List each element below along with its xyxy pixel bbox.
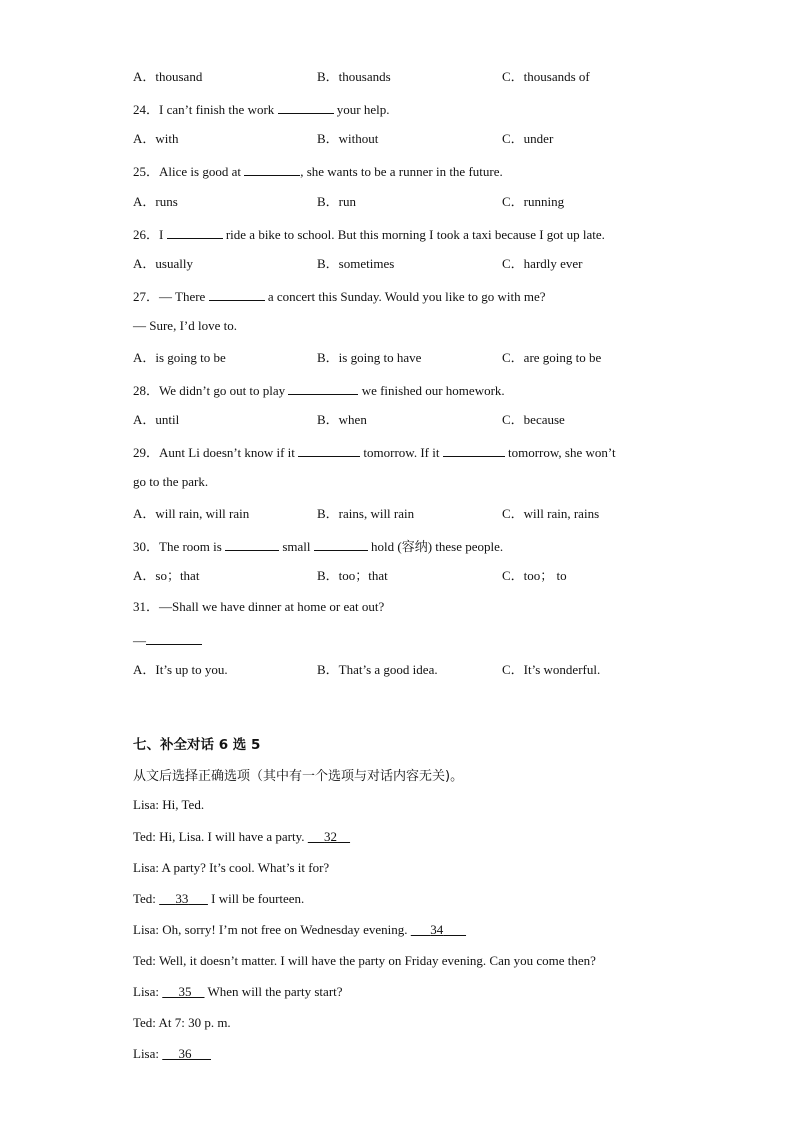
q31-option-b: B．That’s a good idea.	[317, 662, 438, 677]
dialogue-line: Lisa: Oh, sorry! I’m not free on Wednesday evening. 34	[133, 922, 466, 938]
question-29-continued: go to the park.	[133, 474, 209, 489]
answer-blank	[288, 381, 358, 395]
dialogue-line: Ted: At 7: 30 p. m.	[133, 1015, 231, 1030]
question-25: 25．Alice is good at , she wants to be a runner in the future.	[133, 164, 503, 179]
answer-blank	[443, 443, 505, 457]
question-27-reply: — Sure, I’d love to.	[133, 318, 237, 333]
q24-option-c: C．under	[502, 131, 554, 146]
dialogue-line: Lisa: 35 When will the party start?	[133, 984, 343, 999]
q30-option-a: A．so；that	[133, 568, 200, 583]
q24-option-b: B．without	[317, 131, 379, 146]
q26-option-a: A．usually	[133, 256, 193, 271]
q27-option-b: B．is going to have	[317, 350, 422, 365]
q29-option-c: C．will rain, rains	[502, 506, 600, 521]
question-31: 31．—Shall we have dinner at home or eat out?	[133, 599, 385, 614]
q25-option-a: A．runs	[133, 194, 178, 209]
answer-blank	[278, 100, 334, 114]
q26-option-b: B．sometimes	[317, 256, 395, 271]
question-27: 27．— There a concert this Sunday. Would you like to go with me?	[133, 289, 546, 304]
dialogue-line: Lisa: Hi, Ted.	[133, 797, 205, 812]
blank-32: 32	[324, 829, 338, 844]
q25-option-c: C．running	[502, 194, 565, 209]
q23-option-a: A．thousand	[133, 69, 203, 84]
q29-option-b: B．rains, will rain	[317, 506, 415, 521]
dialogue-line: Ted: Hi, Lisa. I will have a party. 32	[133, 829, 350, 845]
q30-option-c: C．too； to	[502, 568, 567, 583]
answer-blank	[146, 631, 202, 645]
question-26: 26．I ride a bike to school. But this morning I took a taxi because I got up late.	[133, 227, 605, 242]
section-instruction: 从文后选择正确选项（其中有一个选项与对话内容无关)。	[133, 769, 464, 784]
q24-option-a: A．with	[133, 131, 179, 146]
blank-35: 35	[178, 984, 192, 999]
q31-option-c: C．It’s wonderful.	[502, 662, 601, 677]
answer-blank	[167, 225, 223, 239]
answer-blank	[209, 287, 265, 301]
blank-33: 33	[175, 891, 189, 906]
q23-option-b: B．thousands	[317, 69, 391, 84]
q30-option-b: B．too；that	[317, 568, 388, 583]
blank-36: 36	[178, 1046, 192, 1061]
question-28: 28．We didn’t go out to play we finished our homework.	[133, 383, 505, 398]
q27-option-c: C．are going to be	[502, 350, 602, 365]
q31-option-a: A．It’s up to you.	[133, 662, 228, 677]
answer-blank	[244, 162, 300, 176]
answer-blank	[314, 537, 368, 551]
q28-option-b: B．when	[317, 412, 367, 427]
answer-blank	[298, 443, 360, 457]
question-29: 29．Aunt Li doesn’t know if it tomorrow. If it tomorrow, she won’t	[133, 445, 616, 460]
q25-option-b: B．run	[317, 194, 357, 209]
blank-34: 34	[430, 922, 444, 937]
dialogue-line: Ted: 33 I will be fourteen.	[133, 891, 305, 906]
question-30: 30．The room is small hold (容纳) these people.	[133, 539, 504, 554]
question-24: 24．I can’t finish the work your help.	[133, 102, 390, 117]
dialogue-line: Lisa: A party? It’s cool. What’s it for?	[133, 860, 330, 875]
q28-option-a: A．until	[133, 412, 180, 427]
q29-option-a: A．will rain, will rain	[133, 506, 250, 521]
q26-option-c: C．hardly ever	[502, 256, 583, 271]
q27-option-a: A．is going to be	[133, 350, 226, 365]
question-31-reply: —	[133, 631, 202, 649]
dialogue-line: Ted: Well, it doesn’t matter. I will have the party on Friday evening. Can you come then?	[133, 953, 596, 968]
section-heading: 七、补全对话 6 选 5	[133, 737, 261, 753]
q23-option-c: C．thousands of	[502, 69, 590, 84]
answer-blank	[225, 537, 279, 551]
dialogue-line: Lisa: 36	[133, 1046, 211, 1062]
q28-option-c: C．because	[502, 412, 565, 427]
